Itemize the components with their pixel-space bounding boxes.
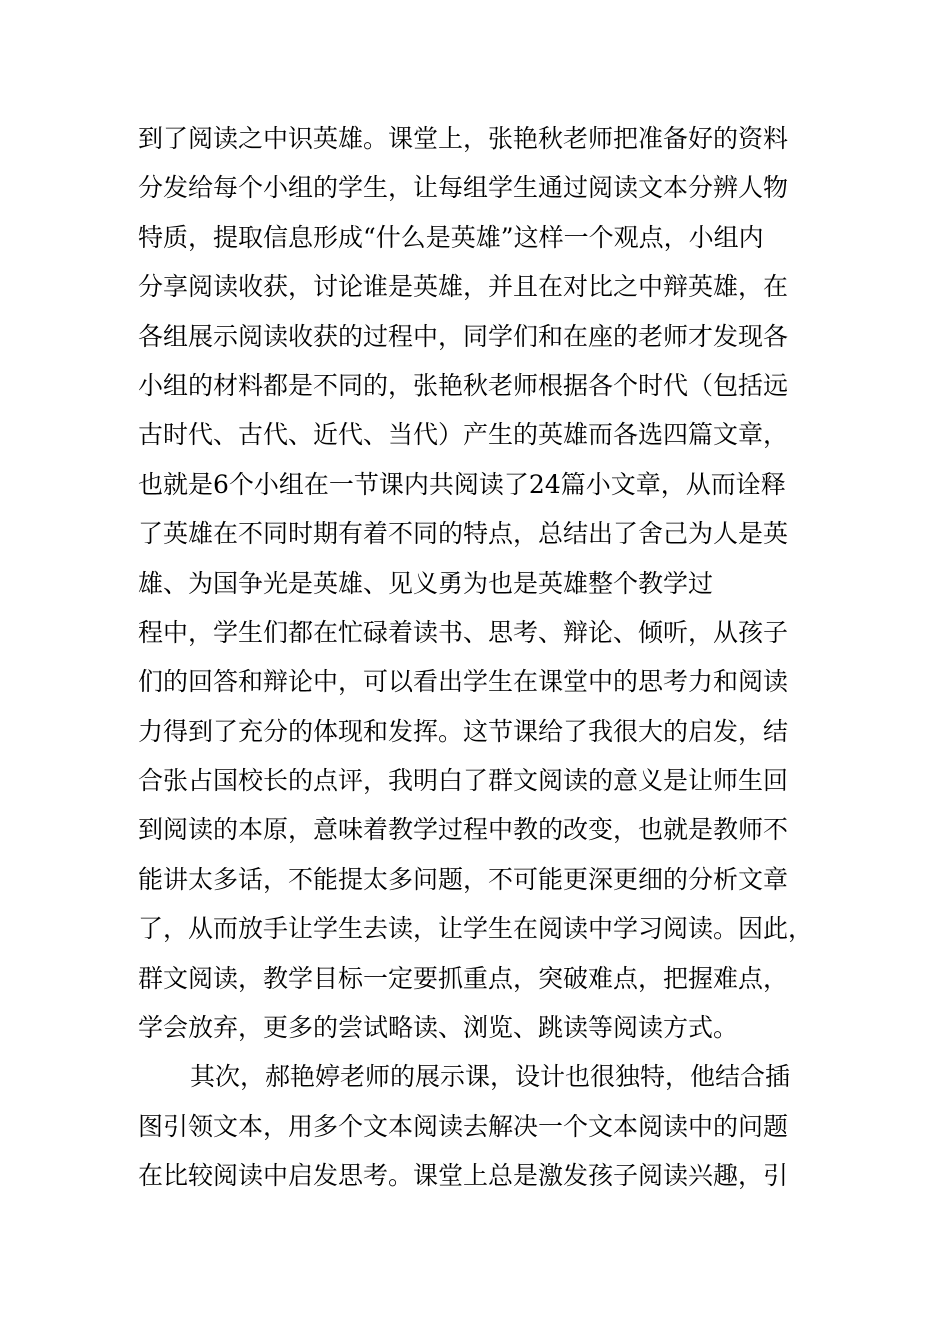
text-line: 也就是6个小组在一节课内共阅读了24篇小文章，从而诠释: [138, 469, 786, 499]
text-line: 群文阅读，教学目标一定要抓重点，突破难点，把握难点，: [138, 963, 789, 993]
text-line: 分发给每个小组的学生，让每组学生通过阅读文本分辨人物: [138, 173, 789, 203]
text-line: 各组展示阅读收获的过程中，同学们和在座的老师才发现各: [138, 321, 789, 351]
text-line: 力得到了充分的体现和发挥。这节课给了我很大的启发，结: [138, 716, 789, 746]
text-line: 到了阅读之中识英雄。课堂上，张艳秋老师把准备好的资料: [138, 124, 789, 153]
text-line: 学会放弃，更多的尝试略读、浏览、跳读等阅读方式。: [138, 1013, 739, 1043]
text-line: 们的回答和辩论中，可以看出学生在课堂中的思考力和阅读: [138, 667, 789, 697]
text-line: 特质，提取信息形成“什么是英雄”这样一个观点，小组内: [138, 222, 764, 252]
text-line: 古时代、古代、近代、当代）产生的英雄而各选四篇文章，: [138, 420, 789, 450]
text-line: 程中，学生们都在忙碌着读书、思考、辩论、倾听，从孩子: [138, 617, 789, 647]
text-line: 到阅读的本原，意味着教学过程中教的改变，也就是教师不: [138, 815, 789, 845]
text-line: 分享阅读收获，讨论谁是英雄，并且在对比之中辩英雄，在: [138, 272, 789, 302]
paragraph-first-line: 其次，郝艳婷老师的展示课，设计也很独特，他结合插: [190, 1062, 791, 1092]
text-line: 雄、为国争光是英雄、见义勇为也是英雄整个教学过: [138, 568, 714, 598]
text-line: 小组的材料都是不同的，张艳秋老师根据各个时代（包括远: [138, 370, 789, 400]
text-line: 能讲太多话，不能提太多问题，不可能更深更细的分析文章: [138, 864, 789, 894]
text-line: 在比较阅读中启发思考。课堂上总是激发孩子阅读兴趣，引: [138, 1161, 789, 1191]
text-line: 合张占国校长的点评，我明白了群文阅读的意义是让师生回: [138, 766, 789, 796]
text-line: 了，从而放手让学生去读，让学生在阅读中学习阅读。因此，: [138, 914, 814, 944]
body-text: [138, 114, 838, 1201]
text-line: 图引领文本，用多个文本阅读去解决一个文本阅读中的问题: [138, 1111, 789, 1141]
text-line: 了英雄在不同时期有着不同的特点，总结出了舍己为人是英: [138, 519, 789, 549]
